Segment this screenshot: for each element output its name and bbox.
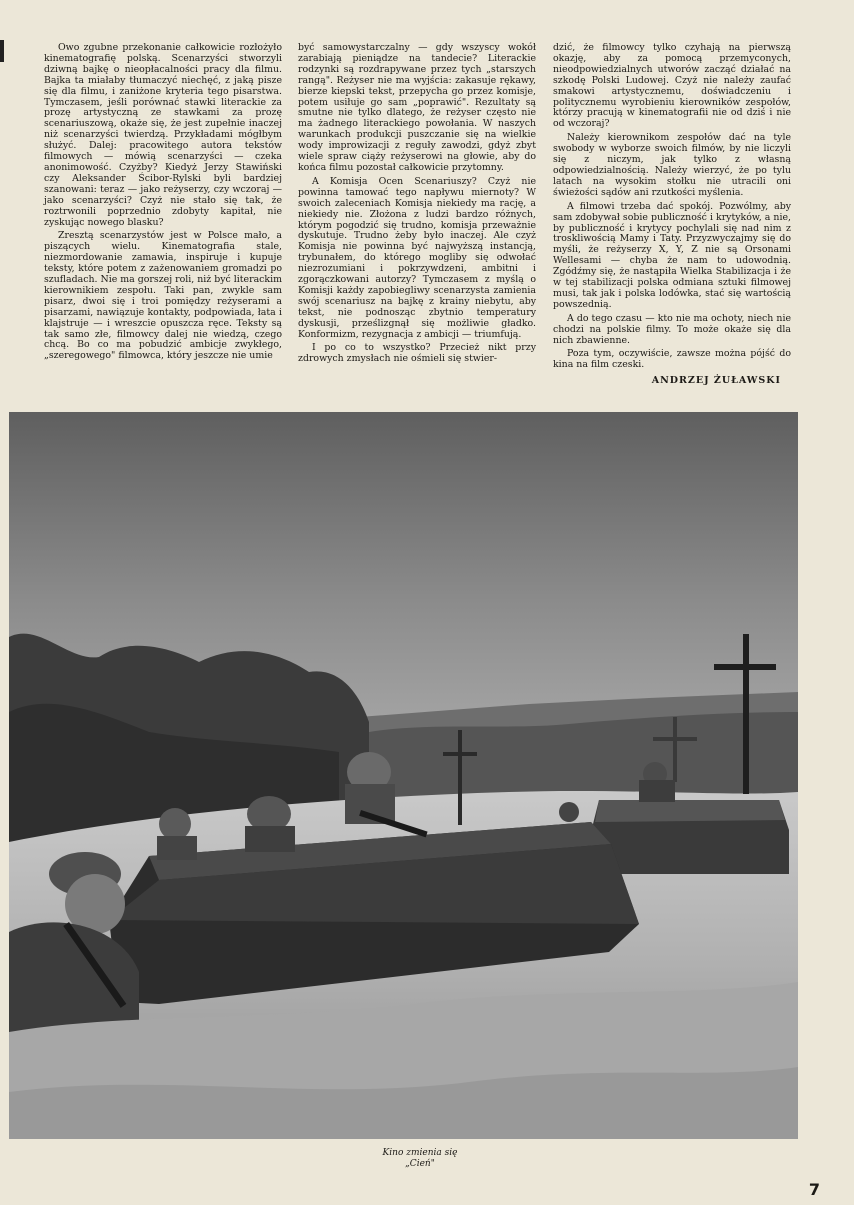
paragraph: być samowystarczalny — gdy wszyscy wokół zarabiają pieniądze na tandecie? Literackie rodzynki są rozdrapywane przez tych „starszych rangą". Reżyser nie ma wyjścia: zakasuje rękawy, bierze kiepski tekst, przepycha go przez komisje, potem usiłuje go sam „poprawić". Rezultaty są smutne nie tylko dlatego, że reżyser często nie ma żadnego literackiego powołania. W naszych warunkach produkcji puszczanie się na wielkie wody improwizacji z reguły zawodzi, gdyż zbyt wiele spraw ciąży reżyserowi na głowie, aby do końca filmu pozostał całkowicie przytomny. [298, 42, 536, 173]
paragraph: Poza tym, oczywiście, zawsze można pójść do kina na film czeski. [553, 348, 791, 371]
article-column-2 [298, 43, 536, 368]
paragraph: dzić, że filmowcy tylko czyhają na pierwszą okazję, aby za pomocą przemyconych, nieodpowiedzialnych utworów zacząć działać na szkodę Polski Ludowej. Czyż nie należy zaufać smakowi artystycznemu, doświadczeniu i politycznemu wyrobieniu kierowników zespołów, którzy pracują w kinematografii nie od dziś i nie od wczoraj? [553, 42, 791, 130]
film-still-photo [9, 412, 798, 1139]
paragraph: Należy kierownikom zespołów dać na tyle swobody w wyborze swoich filmów, by nie liczyli się z niczym, jak tylko z własną odpowiedzialnością. Należy wierzyć, że po tylu latach na wysokim stołku nie utracili oni świeżości sądów ani rzutkości myślenia. [553, 132, 791, 198]
article-column-3 [553, 43, 791, 387]
caption-line: „Cień" [405, 1159, 435, 1169]
photo-caption [300, 1148, 540, 1170]
paragraph: A Komisja Ocen Scenariuszy? Czyż nie powinna tamować tego napływu miernoty? W swoich zaleceniach Komisja niekiedy ma rację, a niekiedy nie. Złożona z ludzi bardzo różnych, którym pogodzić się trudno, komisja przeważnie dyskutuje. Trudno żeby było inaczej. Ale czyż Komisja nie powinna być najwyższą instancją, trybunałem, do którego mogliby się odwołać niezrozumiani i pokrzywdzeni, ambitni i zgorączkowani autorzy? Tymczasem z myślą o Komisji każdy zapobiegliwy scenarzysta zamienia swój scenariusz na bajkę z krainy niebytu, aby tekst, nie podnosząc zbytnio temperatury dyskusji, prześlizgnął się możliwie gładko. Konformizm, rezygnacja z ambicji — triumfują. [298, 175, 536, 340]
paragraph: A do tego czasu — kto nie ma ochoty, niech nie chodzi na polskie filmy. To może okaże się dla nich zbawienne. [553, 312, 791, 346]
author-signature: ANDRZEJ ŻUŁAWSKI [651, 375, 781, 387]
article-column-1 [44, 43, 282, 365]
page-number: 7 [808, 1180, 820, 1199]
paragraph: A filmowi trzeba dać spokój. Pozwólmy, aby sam zdobywał sobie publiczność i krytyków, a nie, by publiczność i krytycy pochylali się nad nim z troskliwością Mamy i Taty. Przyzwyczajmy się do myśli, że reżyserzy X, Y, Z nie są Orsonami Wellesami — chyba że nam to udowodnią. Zgódźmy się, że nastąpiła Wielka Stabilizacja i że w tej stabilizacji polska odmiana sztuki filmowej musi, tak jak i polska lodówka, stać się wartością powszednią. [553, 200, 791, 310]
caption-line: Kino zmienia się [382, 1148, 458, 1158]
paragraph: Zresztą scenarzystów jest w Polsce mało, a piszących wielu. Kinematografia stale, niezmordowanie zamawia, inspiruje i kupuje teksty, które potem z zażenowaniem gromadzi po szufladach. Nie ma gorszej roli, niż być literackim kierownikiem zespołu. Taki pan, zwykle sam pisarz, dwoi się i troi pomiędzy reżyserami a pisarzami, nawiązuje kontakty, podpowiada, łata i klajstruje — i wreszcie opuszcza ręce. Teksty są tak samo złe, filmowcy dalej nie wiedzą, czego chcą. Bo co ma pobudzić ambicje zwykłego, „szeregowego" filmowca, który jeszcze nie umie [44, 230, 282, 362]
binding-edge-mark [0, 40, 4, 62]
paragraph: I po co to wszystko? Przecież nikt przy zdrowych zmysłach nie ośmieli się stwier- [298, 342, 536, 365]
paragraph: Owo zgubne przekonanie całkowicie rozłożyło kinematografię polską. Scenarzyści stworzyli dziwną bajkę o nieopłacalności pracy dla filmu. Bajka ta miałaby tłumaczyć niechęć, z jaką pisze się dla filmu, i zaniżone kryteria tego pisarstwa. Tymczasem, jeśli porównać stawki literackie za prozę artystyczną ze stawkami za prozę scenariuszową, okaże się, że jest zupełnie inaczej niż scenarzyści twierdzą. Przykładami mógłbym służyć. Dalej: pracowitego autora tekstów filmowych — mówią scenarzyści — czeka anonimowość. Czyżby? Kiedyż Jerzy Stawiński czy Aleksander Ścibor-Rylski byli bardziej szanowani: teraz — jako reżyserzy, czy wczoraj — jako scenarzyści? Czyż nie stało się tak, że roztrwonili poprzednio zdobyty kapitał, nie zyskując nowego blasku? [44, 42, 282, 228]
